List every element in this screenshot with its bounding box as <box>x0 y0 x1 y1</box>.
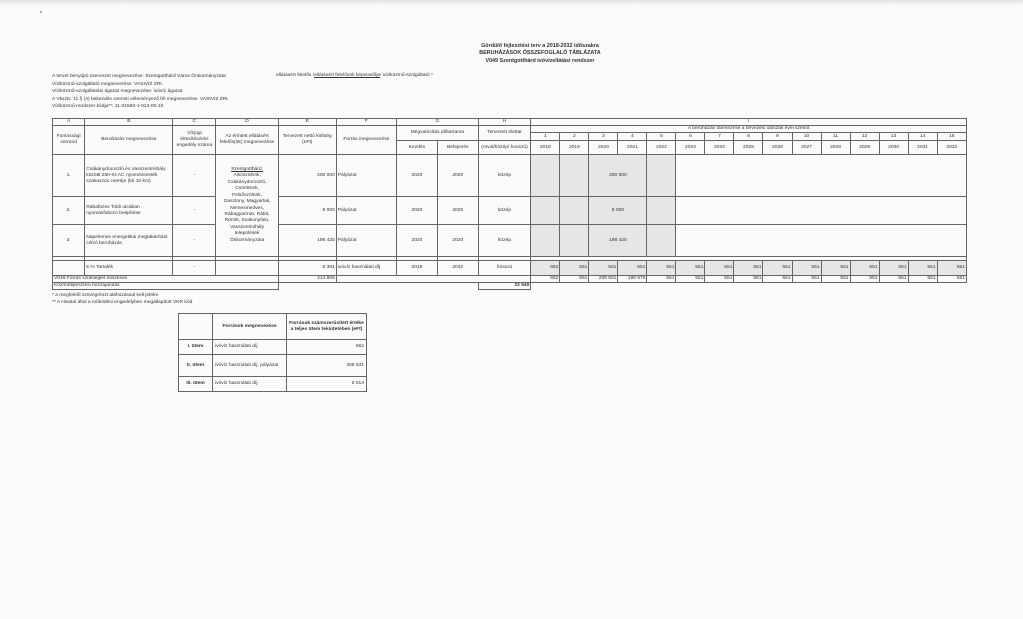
table-row <box>53 225 967 257</box>
total-year-value: 662 <box>531 276 560 283</box>
year-num: 1 <box>531 133 560 141</box>
reserve-cost: 8 381 <box>278 261 336 276</box>
reserve-start: 2018 <box>397 261 438 276</box>
meta-provider: Víziközmű-szolgáltató megnevezése: VASIVÍZ ZRt. <box>52 81 164 87</box>
year-num: 7 <box>705 133 734 141</box>
reserve-year-value: 551 <box>676 261 705 276</box>
summary-source: ivóvíz használati díj <box>213 340 287 355</box>
year-num: 2 <box>560 133 589 141</box>
reserve-year-value: 551 <box>792 261 821 276</box>
letter-i: I <box>531 119 967 126</box>
responsible-line: Csákánydoroszló, <box>227 179 267 185</box>
summary-col-value: Források számszerűsített értéke a teljes ütem tekintetében (eFt) <box>287 314 367 340</box>
row-source: Pályázat <box>336 155 396 197</box>
footnote-2: ** A Hivatal által a működési engedélyben megállapított VKR kód <box>52 300 193 305</box>
reserve-year-value: 551 <box>821 261 850 276</box>
col-responsible: Az érintett ellátásért felelős(ök) megnevezése <box>216 126 278 155</box>
total-year-value: 198 976 <box>618 276 647 283</box>
reserve-year-value: 551 <box>589 261 618 276</box>
total-year-value: 208 551 <box>589 276 618 283</box>
letter-h: H <box>478 119 531 126</box>
reserve-year-value: 551 <box>908 261 937 276</box>
letter-b: B <box>85 119 173 126</box>
investments-table <box>52 118 967 290</box>
meta-role-tail: / víziközmű-szolgáltató * <box>380 73 433 78</box>
row-name: Napelemes energetikai megtakarítást célzó beruházás <box>85 225 173 257</box>
summary-header <box>179 314 367 340</box>
header-line-3: V049 Szentgotthárd ivóvízellátási rendszer <box>485 57 595 64</box>
reserve-year-value: 662 <box>531 261 560 276</box>
row-permit: - <box>173 155 216 197</box>
row-priority: 3. <box>53 225 85 257</box>
public-contribution-row <box>53 283 967 290</box>
summary-col-source: Források megnevezése <box>213 314 287 340</box>
summary-source: ivóvíz használati díj <box>213 377 287 392</box>
year: 2031 <box>908 141 937 155</box>
scan-speck <box>40 11 42 13</box>
year: 2025 <box>734 141 763 155</box>
row-amount: 198 425 <box>589 225 647 257</box>
row-start: 2020 <box>397 155 438 197</box>
total-year-value: 551 <box>821 276 850 283</box>
total-year-value: 551 <box>908 276 937 283</box>
plan-metadata <box>52 73 229 111</box>
summary-stage: II. ütem <box>179 355 213 377</box>
reserve-year-value: 551 <box>560 261 589 276</box>
year: 2021 <box>618 141 647 155</box>
year-num: 9 <box>763 133 792 141</box>
row-source: Pályázat <box>336 225 396 257</box>
responsible-line: Rönök, Szakonyfalu, <box>224 218 270 224</box>
total-year-value: 551 <box>937 276 966 283</box>
letter-c: C <box>173 119 216 126</box>
responsible-line: Szentgotthárd, <box>231 167 263 173</box>
summary-stage: III. ütem <box>179 377 213 392</box>
year-num: 12 <box>850 133 879 141</box>
row-priority: 1. <box>53 155 85 197</box>
row-lifetime: közép <box>478 197 531 225</box>
year-num: 8 <box>734 133 763 141</box>
responsible-line: Vasszentmihály <box>230 224 265 230</box>
summary-stage: I. ütem <box>179 340 213 355</box>
meta-submitter: A tervet benyújtó szervezet megnevezése: Szentgotthárd Város Önkormányzata <box>52 74 226 79</box>
year-num: 13 <box>879 133 908 141</box>
row-lifetime: közép <box>478 225 531 257</box>
reserve-end: 2032 <box>437 261 478 276</box>
year-num: 6 <box>676 133 705 141</box>
year: 2029 <box>850 141 879 155</box>
header-line-1: Gördülő fejlesztési terv a 2018-2032 időszakra <box>481 43 599 49</box>
total-year-value: 551 <box>734 276 763 283</box>
total-cost: 414 806 <box>278 276 336 283</box>
year-num: 15 <box>937 133 966 141</box>
letter-g: G <box>397 119 479 126</box>
responsible-line: Felsőszölnök, <box>232 192 263 198</box>
reserve-year-value: 551 <box>734 261 763 276</box>
row-name: Rábafüzes Toldi utcában nyomásfokozó beépítése <box>85 197 173 225</box>
letter-f: F <box>336 119 396 126</box>
total-year-value: 551 <box>705 276 734 283</box>
year: 2022 <box>647 141 676 155</box>
summary-source: ivóvíz használati díj, pályázat <box>213 355 287 377</box>
row-responsible <box>216 155 278 257</box>
col-name: Beruházás megnevezése <box>85 126 173 155</box>
total-year-value: 551 <box>879 276 908 283</box>
col-source: Forrás megnevezése <box>336 126 396 155</box>
year-num: 11 <box>821 133 850 141</box>
responsible-line: Rábagyarmat, Rátót, <box>224 211 270 217</box>
reserve-year-value: 551 <box>879 261 908 276</box>
year: 2018 <box>531 141 560 155</box>
total-year-value: 551 <box>792 276 821 283</box>
total-year-value: 551 <box>850 276 879 283</box>
year-num: 4 <box>618 133 647 141</box>
scan-top-edge <box>0 0 1023 6</box>
meta-role-underlined: ellátásért felelősök képviselője <box>314 73 381 78</box>
meta-system-code: Víziközmű-rendszer kódja**: 11-31583-1-013-00-10 <box>52 104 164 109</box>
col-cost: Tervezett nettó költség (eFt) <box>278 126 336 155</box>
total-row <box>53 276 967 283</box>
meta-reviewer: A Vksztv. 11 § (4) bekezdés szerinti véleményező fél megnevezése: VASIVÍZ ZRt. <box>52 96 229 102</box>
summary-value: 662 <box>287 340 367 355</box>
row-end: 2020 <box>437 225 478 257</box>
responsible-line: Csörötnek, <box>235 186 259 192</box>
year: 2023 <box>676 141 705 155</box>
footnote-1: * a megfelelő szövegrészt aláhúzással kell jelölni <box>52 293 158 298</box>
row-start: 2020 <box>397 197 438 225</box>
total-year-value: 551 <box>676 276 705 283</box>
row-permit: - <box>173 197 216 225</box>
summary-value: 5 514 <box>287 377 367 392</box>
reserve-year-value: 551 <box>618 261 647 276</box>
letter-a: A <box>53 119 85 126</box>
col-duration: Megvalósítás időtartama <box>397 126 479 141</box>
total-year-value: 551 <box>647 276 676 283</box>
reserve-year-value: 551 <box>850 261 879 276</box>
responsible-line: Gasztony, Magyarlak, <box>223 199 271 205</box>
reserve-permit: - <box>173 261 216 276</box>
year-num: 5 <box>647 133 676 141</box>
row-name: Csákánydoroszló és Vasszentmihály közötti 250-es AC nyomóvezeték szakaszos cseréje (kb 10 km) <box>85 155 173 197</box>
row-cost: 200 000 <box>278 155 336 197</box>
meta-sector: Víziközmű-szolgáltatási ágazat megnevezése: ivóvíz ágazat <box>52 89 183 94</box>
reserve-year-value: 551 <box>647 261 676 276</box>
footnotes <box>52 292 192 306</box>
row-end: 2020 <box>437 155 478 197</box>
row-end: 2020 <box>437 197 478 225</box>
reserve-lifetime: hosszú <box>478 261 531 276</box>
row-amount: 8 000 <box>589 197 647 225</box>
year: 2030 <box>879 141 908 155</box>
meta-role <box>276 73 433 78</box>
reserve-row <box>53 261 967 276</box>
total-year-value: 551 <box>763 276 792 283</box>
year: 2019 <box>560 141 589 155</box>
row-priority: 2. <box>53 197 85 225</box>
summary-row <box>179 355 367 377</box>
table-row <box>53 155 967 197</box>
row-permit: - <box>173 225 216 257</box>
year-num: 14 <box>908 133 937 141</box>
row-cost: 8 000 <box>278 197 336 225</box>
document-header <box>440 43 640 65</box>
col-priority: Fontossági sorrend <box>53 126 85 155</box>
reserve-year-value: 551 <box>705 261 734 276</box>
col-lifetime-top: Tervezett élettar <box>478 126 531 141</box>
responsible-line: Alsószölnök, <box>233 173 261 179</box>
reserve-name: 5 % Tartalék <box>85 261 173 276</box>
year-num: 3 <box>589 133 618 141</box>
col-end: Befejezés <box>437 141 478 155</box>
row-start: 2020 <box>397 225 438 257</box>
reserve-year-value: 551 <box>937 261 966 276</box>
reserve-year-value: 551 <box>763 261 792 276</box>
col-schedule: A beruházás ütemezése a tervezési időszak évei szerint <box>531 126 967 133</box>
summary-value: 408 631 <box>287 355 367 377</box>
public-contribution-label: Közműfejlesztési hozzájárulás <box>53 283 279 290</box>
responsible-line: települések <box>234 231 260 237</box>
year: 2032 <box>937 141 966 155</box>
total-label: V049 Forrás szükséglet összesen <box>53 276 279 283</box>
col-lifetime-bottom: (rövid/közép/ hosszú) <box>478 141 531 155</box>
year-num: 10 <box>792 133 821 141</box>
sources-summary-table <box>178 313 367 392</box>
col-start: Kezdés <box>397 141 438 155</box>
header-line-2: BERUHÁZÁSOK ÖSSZEFOGLALÓ TÁBLÁZATA <box>479 50 601 57</box>
row-lifetime: közép <box>478 155 531 197</box>
summary-row <box>179 377 367 392</box>
total-year-value: 551 <box>560 276 589 283</box>
letter-e: E <box>278 119 336 126</box>
year: 2024 <box>705 141 734 155</box>
responsible-line: Nemesmedves, <box>230 205 265 211</box>
responsible-line: Önkormányzata <box>229 237 265 243</box>
year: 2028 <box>821 141 850 155</box>
year: 2027 <box>792 141 821 155</box>
meta-role-plain: ellátásért felelős / <box>276 73 315 78</box>
row-source: Pályázat <box>336 197 396 225</box>
header-row-1 <box>53 126 967 133</box>
public-contribution-value: 22 540 <box>478 283 531 290</box>
col-permit: Vízjogi létesítési/elvi engedély száma <box>173 126 216 155</box>
row-amount: 200 000 <box>589 155 647 197</box>
year: 2026 <box>763 141 792 155</box>
letter-d: D <box>216 119 278 126</box>
year: 2020 <box>589 141 618 155</box>
reserve-source: ivóvíz használati díj <box>336 261 396 276</box>
table-row <box>53 197 967 225</box>
letters-row <box>53 119 967 126</box>
summary-row <box>179 340 367 355</box>
row-cost: 198 425 <box>278 225 336 257</box>
